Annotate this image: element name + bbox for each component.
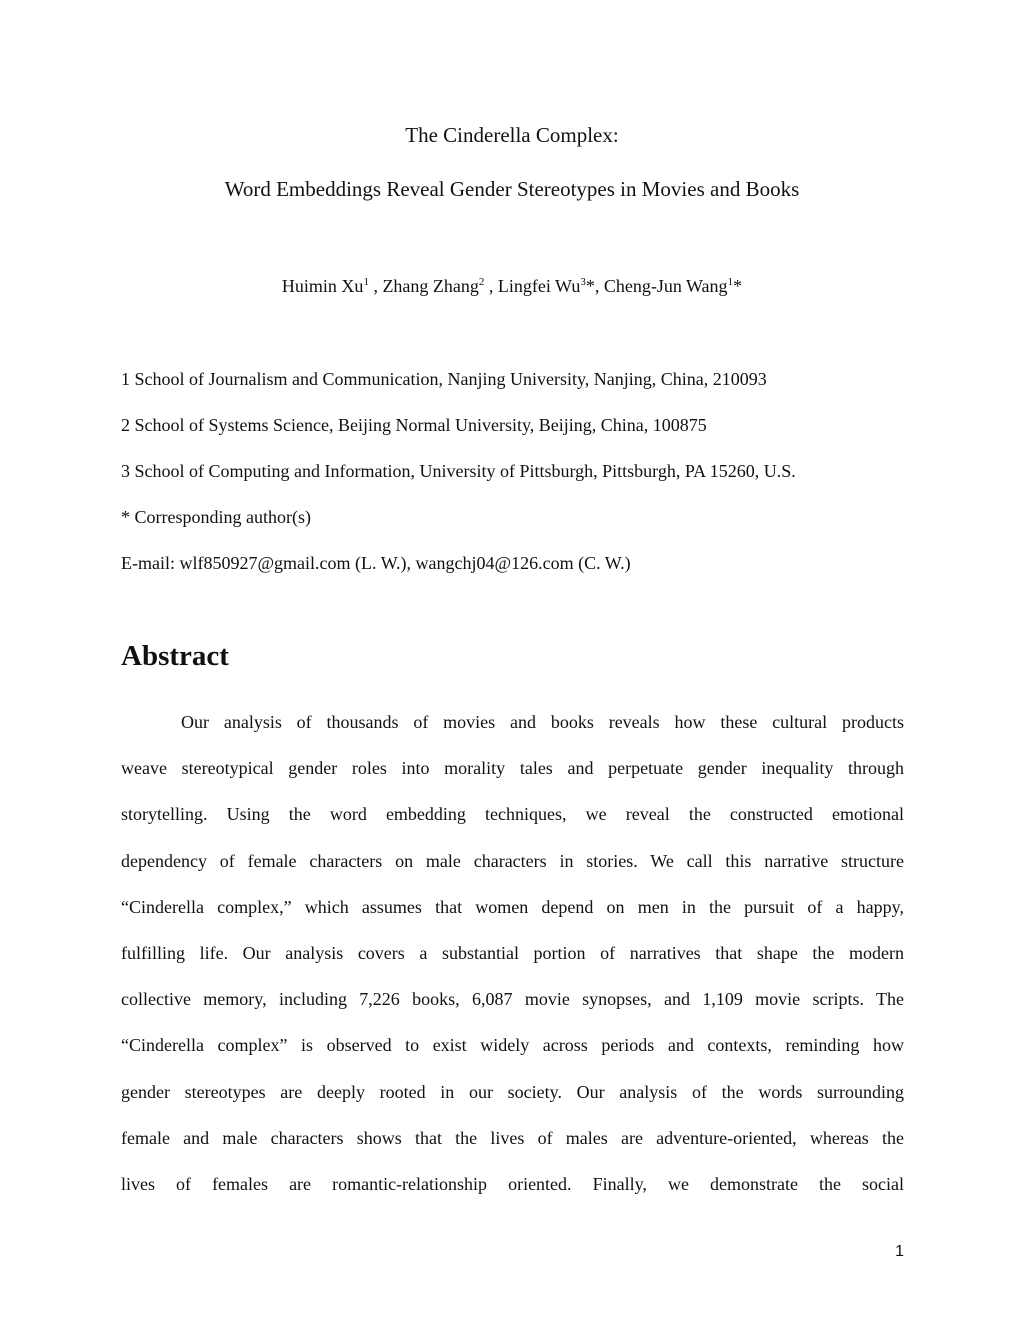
abstract-line: “Cinderella complex” is observed to exist widely across periods and contexts, reminding how [121,1035,904,1056]
abstract-line: fulfilling life. Our analysis covers a substantial portion of narratives that shape the modern [121,942,904,963]
author-separator: *, [585,276,604,296]
author-affiliation-marker: 1 [727,276,734,288]
affiliation-2: 2 School of Systems Science, Beijing Normal University, Beijing, China, 100875 [121,415,707,435]
author-name: Zhang Zhang [382,276,479,296]
author-name: Cheng-Jun Wang [603,276,728,296]
abstract-line: Our analysis of thousands of movies and books reveals how these cultural products [181,712,904,732]
affiliation-1: 1 School of Journalism and Communication, Nanjing University, Nanjing, China, 210093 [121,369,767,389]
author-separator: , [484,276,498,296]
author-name: Lingfei Wu [497,276,581,296]
abstract-line: dependency of female characters on male characters in stories. We call this narrative structure [121,850,904,871]
abstract-line: “Cinderella complex,” which assumes that women depend on men in the pursuit of a happy, [121,896,904,917]
author-list [0,277,1024,295]
abstract-line: lives of females are romantic-relationship oriented. Finally, we demonstrate the social [121,1173,904,1194]
author-affiliation-marker: 3 [580,276,586,288]
affiliation-3: 3 School of Computing and Information, University of Pittsburgh, Pittsburgh, PA 15260, U.S. [121,461,796,481]
abstract-line: female and male characters shows that the lives of males are adventure-oriented, whereas the [121,1127,904,1148]
author-separator: * [733,276,743,296]
contact-email: E-mail: wlf850927@gmail.com (L. W.), wangchj04@126.com (C. W.) [121,553,631,573]
abstract-line: storytelling. Using the word embedding techniques, we reveal the constructed emotional [121,804,904,825]
abstract-line: collective memory, including 7,226 books, 6,087 movie synopses, and 1,109 movie scripts. The [121,989,904,1010]
paper-title-line-1: The Cinderella Complex: [405,123,619,147]
abstract-heading: Abstract [121,640,229,672]
abstract-line: weave stereotypical gender roles into morality tales and perpetuate gender inequality through [121,758,904,779]
author-affiliation-marker: 2 [478,276,485,288]
corresponding-author-note: * Corresponding author(s) [121,507,311,527]
abstract-line: gender stereotypes are deeply rooted in our society. Our analysis of the words surrounding [121,1081,904,1102]
page-number: 1 [895,1243,904,1260]
author-separator: , [368,276,383,296]
author-affiliation-marker: 1 [363,276,369,288]
abstract-paragraph [121,710,904,1218]
paper-title-line-2: Word Embeddings Reveal Gender Stereotypes in Movies and Books [224,177,800,201]
author-name: Huimin Xu [281,276,364,296]
